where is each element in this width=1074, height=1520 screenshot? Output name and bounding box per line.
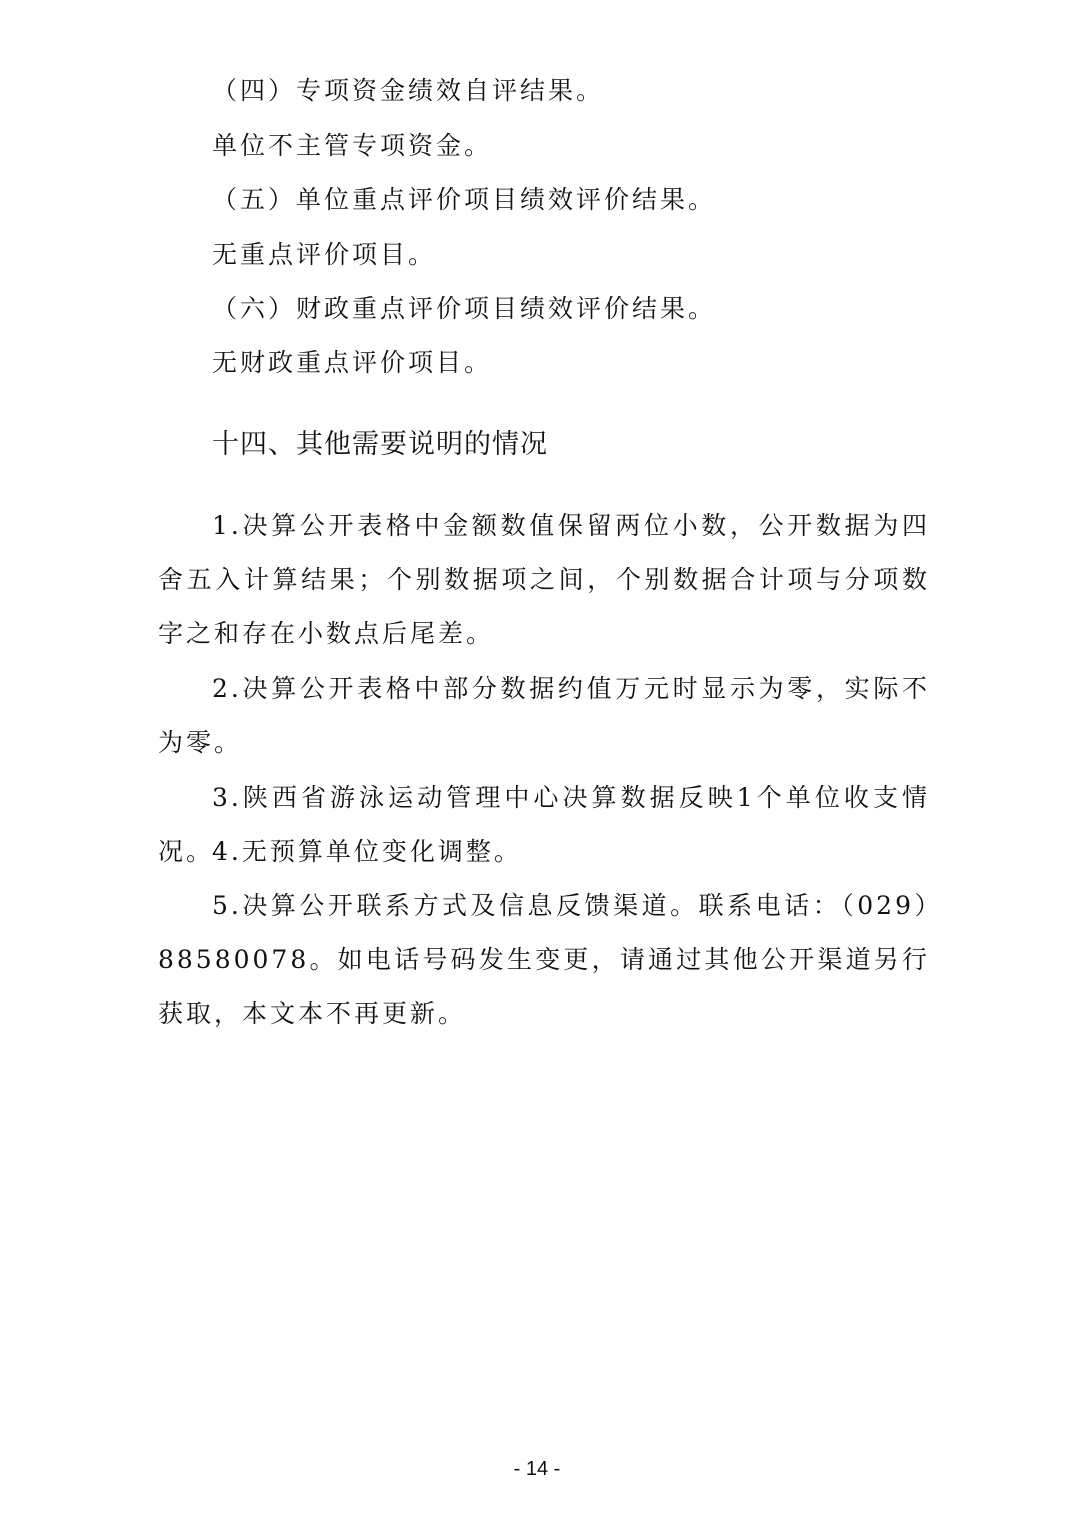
paragraph-3: 3.陕西省游泳运动管理中心决算数据反映1个单位收支情况。	[158, 783, 930, 866]
chapter-heading: 十四、其他需要说明的情况	[212, 429, 548, 460]
paragraph-5: 5.决算公开联系方式及信息反馈渠道。联系电话：（029）88580078。如电话号码发生变更，请通过其他公开渠道另行获取，本文本不再更新。	[158, 891, 930, 1028]
section-four-text: 单位不主管专项资金。	[212, 131, 493, 160]
section-five-text: 无重点评价项目。	[212, 240, 437, 269]
page-number: - 14 -	[513, 1458, 561, 1480]
section-four-heading: （四）专项资金绩效自评结果。	[212, 76, 605, 105]
paragraph-1: 1.决算公开表格中金额数值保留两位小数，公开数据为四舍五入计算结果；个别数据项之间，个别数据合计项与分项数字之和存在小数点后尾差。	[158, 511, 930, 648]
paragraph-2: 2.决算公开表格中部分数据约值万元时显示为零，实际不为零。	[158, 674, 930, 757]
paragraph-4: 4.无预算单位变化调整。	[212, 837, 522, 866]
section-five-heading: （五）单位重点评价项目绩效评价结果。	[212, 185, 717, 214]
section-six-heading: （六）财政重点评价项目绩效评价结果。	[212, 294, 717, 323]
section-six-text: 无财政重点评价项目。	[212, 348, 493, 377]
